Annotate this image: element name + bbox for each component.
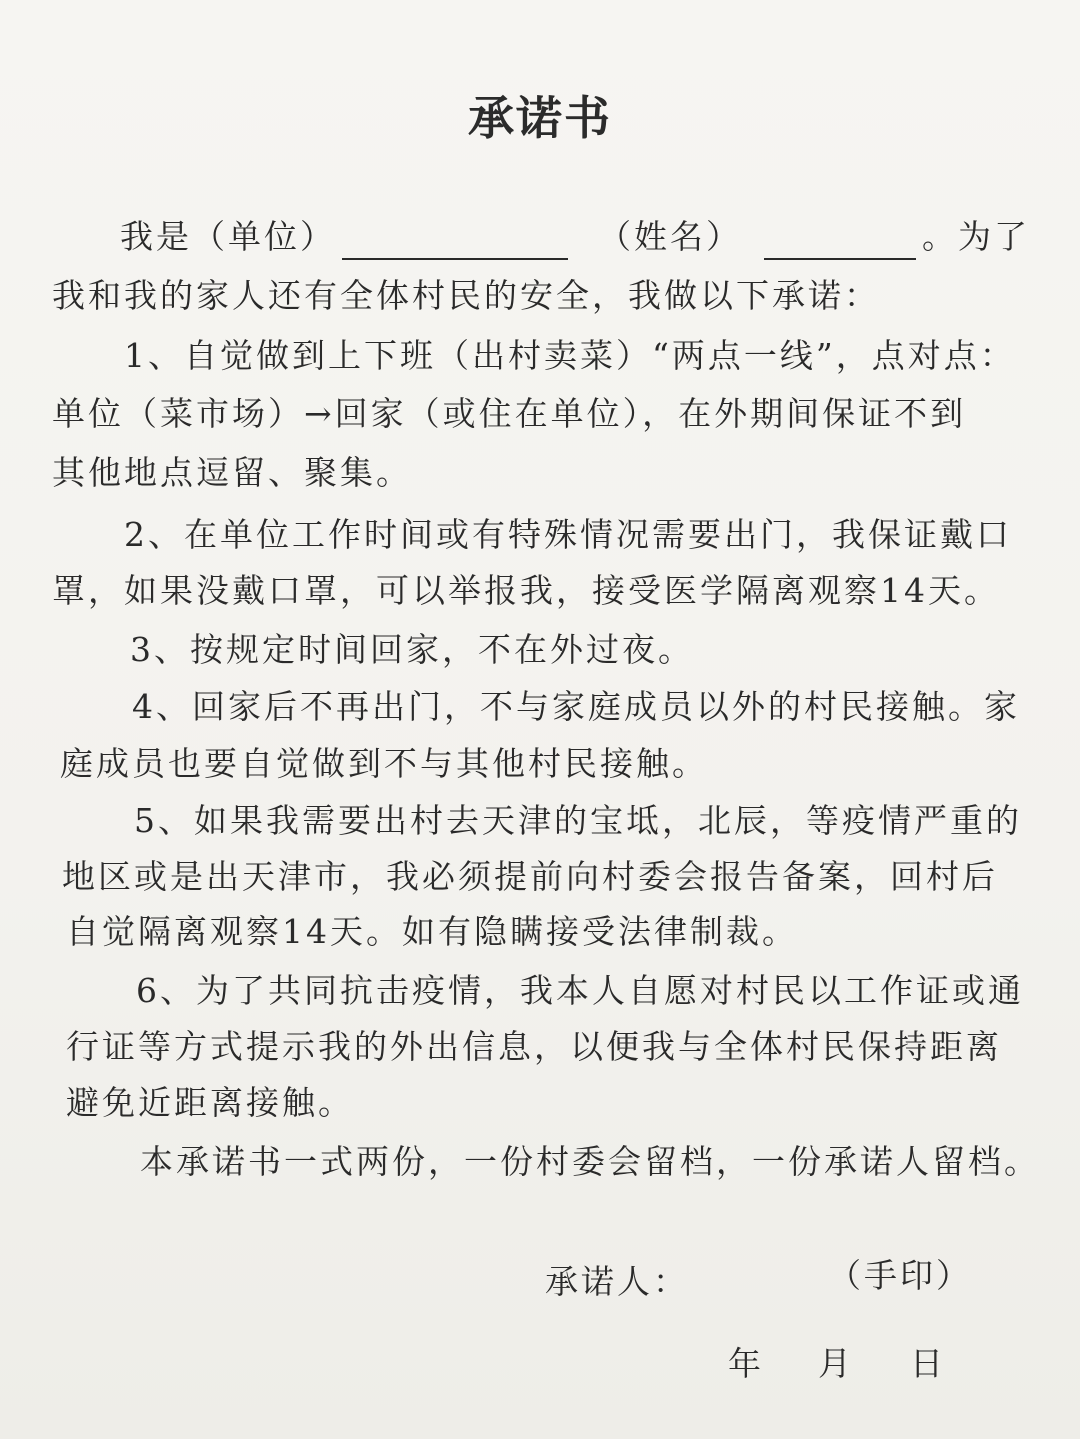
clause-5-line-1: 5、如果我需要出村去天津的宝坻，北辰，等疫情严重的 bbox=[134, 801, 1022, 840]
copies-note: 本承诺书一式两份，一份村委会留档，一份承诺人留档。 bbox=[140, 1142, 1040, 1181]
fingerprint-label: （手印） bbox=[828, 1256, 972, 1295]
intro-unit-label: 我是（单位） bbox=[120, 217, 336, 256]
clause-2-line-2: 罩，如果没戴口罩，可以举报我，接受医学隔离观察14天。 bbox=[52, 571, 1000, 610]
clause-1-line-3: 其他地点逗留、聚集。 bbox=[52, 453, 412, 492]
document-title: 承诺书 bbox=[468, 91, 612, 145]
clause-3-line-1: 3、按规定时间回家，不在外过夜。 bbox=[130, 630, 694, 669]
intro-suffix: 。为了 bbox=[922, 217, 1030, 256]
clause-4-line-1: 4、回家后不再出门，不与家庭成员以外的村民接触。家 bbox=[132, 687, 1020, 726]
name-blank-field[interactable] bbox=[764, 218, 916, 260]
clause-1-line-2: 单位（菜市场）→回家（或住在单位），在外期间保证不到 bbox=[52, 394, 967, 433]
clause-6-line-3: 避免近距离接触。 bbox=[66, 1083, 354, 1122]
signatory-label: 承诺人： bbox=[545, 1262, 689, 1301]
clause-4-line-2: 庭成员也要自觉做到不与其他村民接触。 bbox=[60, 744, 708, 783]
intro-name-label: （姓名） bbox=[598, 217, 742, 256]
intro-line-1 bbox=[120, 206, 1045, 268]
clause-5-line-2: 地区或是出天津市，我必须提前向村委会报告备案，回村后 bbox=[62, 857, 998, 896]
clause-1-line-1: 1、自觉做到上下班（出村卖菜）“两点一线”，点对点： bbox=[124, 336, 1016, 375]
month-label: 月 bbox=[818, 1344, 854, 1383]
clause-6-line-1: 6、为了共同抗击疫情，我本人自愿对村民以工作证或通 bbox=[136, 971, 1024, 1010]
year-label: 年 bbox=[728, 1344, 764, 1383]
intro-line-2: 我和我的家人还有全体村民的安全，我做以下承诺： bbox=[52, 276, 880, 315]
clause-2-line-1: 2、在单位工作时间或有特殊情况需要出门，我保证戴口 bbox=[124, 515, 1012, 554]
clause-5-line-3: 自觉隔离观察14天。如有隐瞒接受法律制裁。 bbox=[66, 912, 798, 951]
unit-blank-field[interactable] bbox=[342, 218, 568, 260]
day-label: 日 bbox=[910, 1344, 946, 1383]
clause-6-line-2: 行证等方式提示我的外出信息，以便我与全体村民保持距离 bbox=[66, 1027, 1002, 1066]
